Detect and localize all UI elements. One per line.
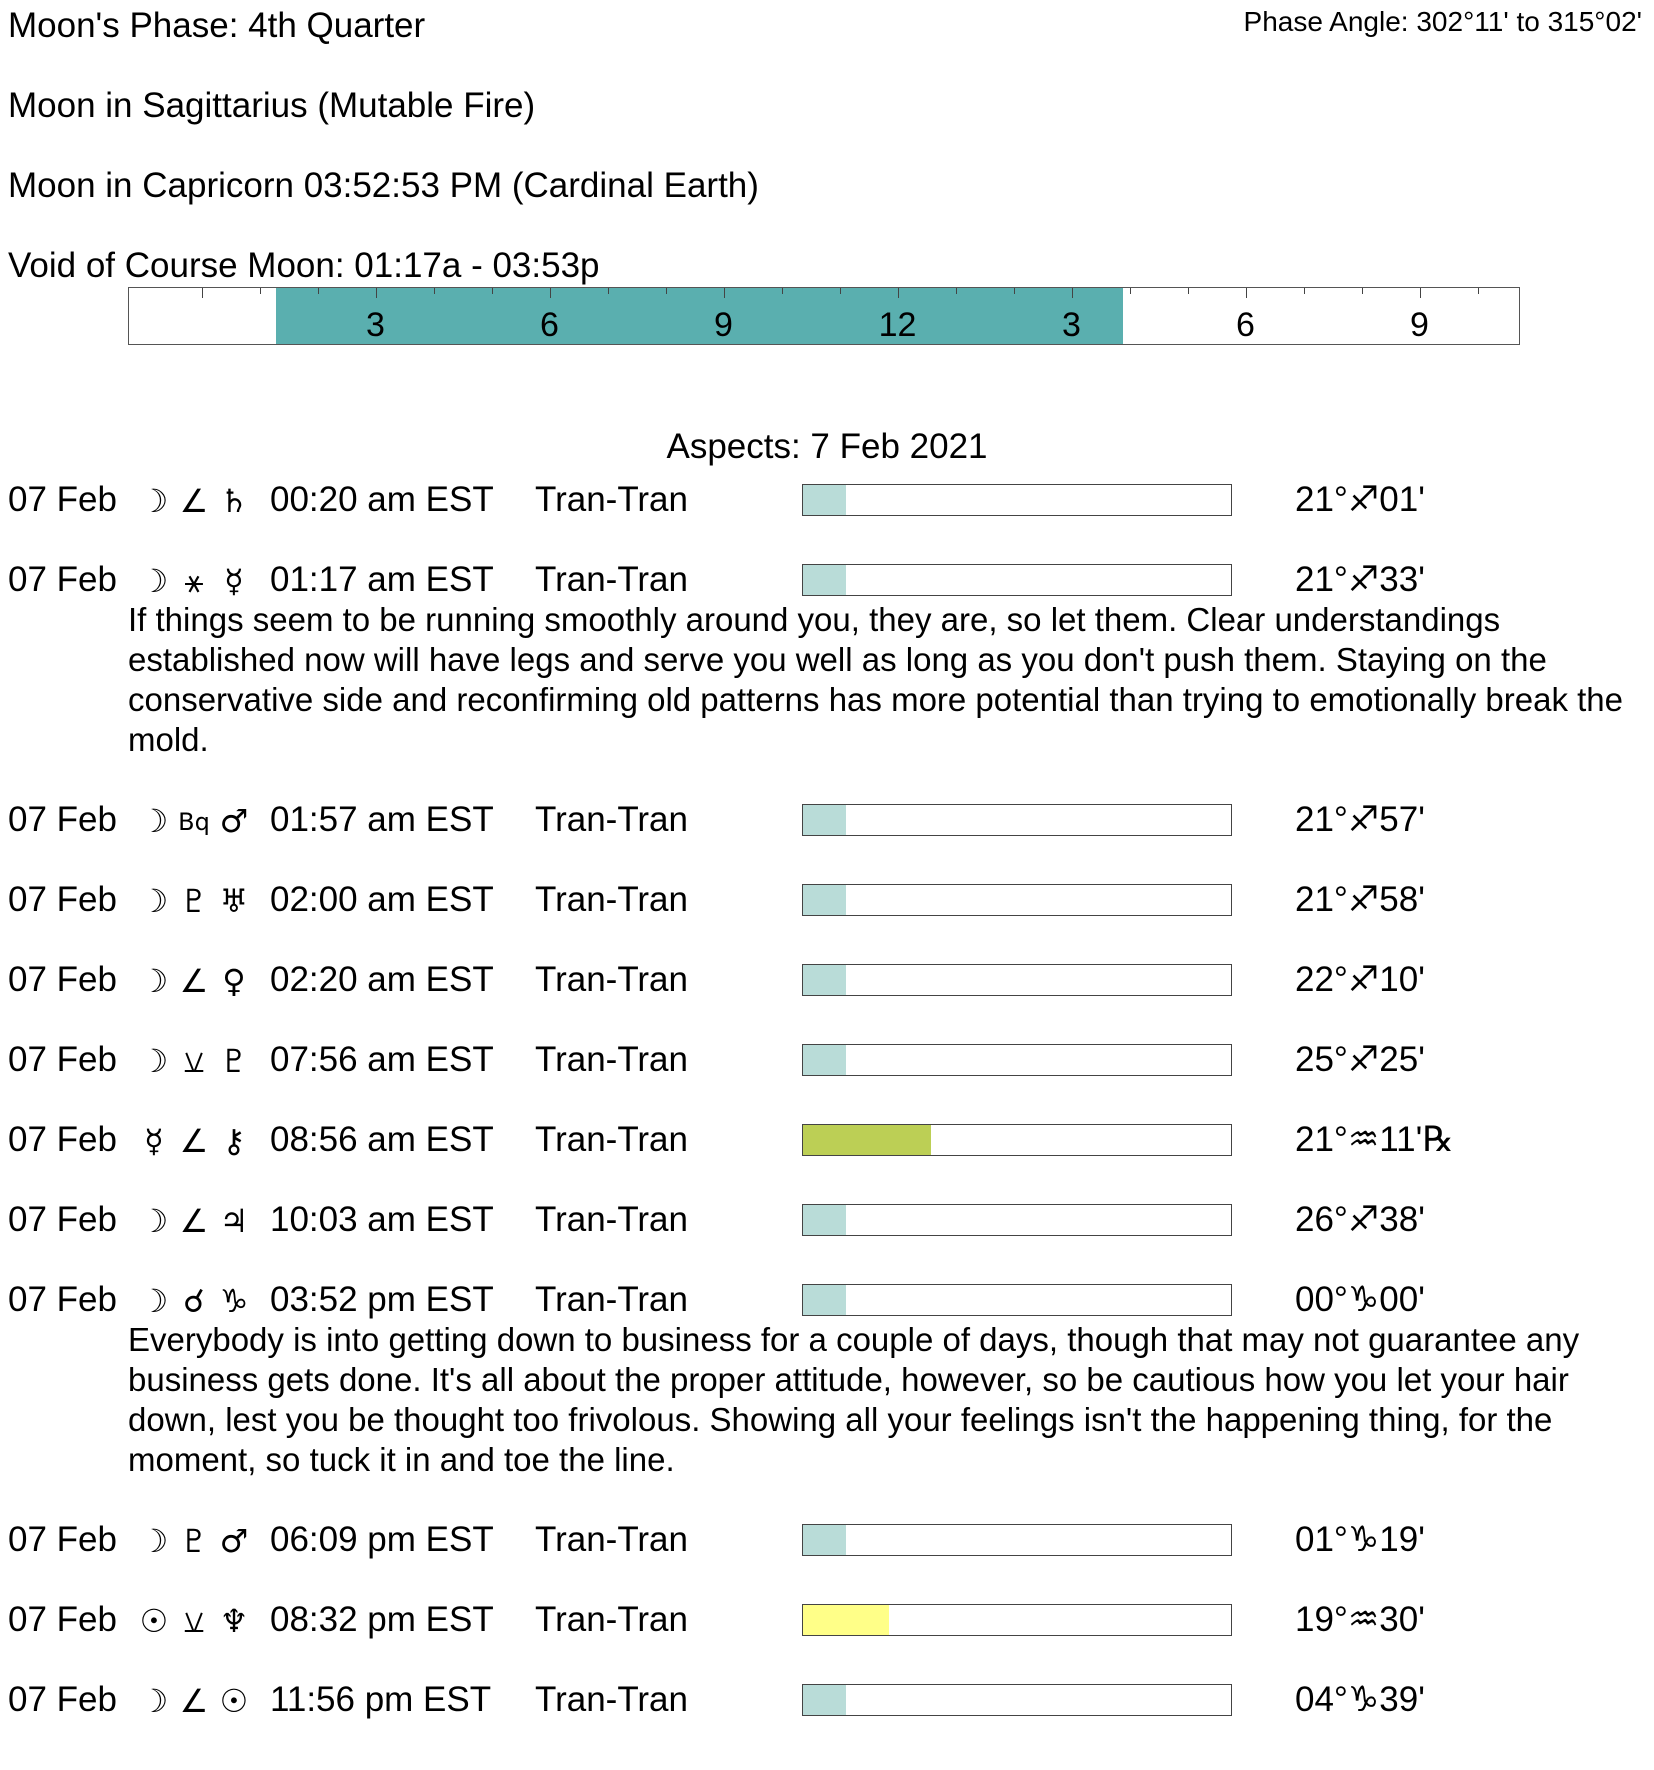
aspect-strength-fill xyxy=(803,805,846,835)
aspect-time: 01:57 am EST xyxy=(270,800,494,839)
timeline-tick xyxy=(492,288,493,294)
aspect-date: 07 Feb xyxy=(8,480,117,519)
aspect-strength-bar xyxy=(802,804,1232,836)
aspect-time: 01:17 am EST xyxy=(270,560,494,599)
aspect-strength-bar xyxy=(802,1124,1232,1156)
aspect-time: 07:56 am EST xyxy=(270,1040,494,1079)
planet-1-glyph: ☽ xyxy=(139,1202,169,1240)
aspect-date: 07 Feb xyxy=(8,560,117,599)
timeline-hour-label: 6 xyxy=(1236,306,1255,344)
aspect-row xyxy=(0,1680,1654,1724)
aspect-row xyxy=(0,560,1654,604)
planet-2-glyph: ♂ xyxy=(219,802,249,840)
aspect-type: Tran-Tran xyxy=(535,880,688,919)
aspect-time: 11:56 pm EST xyxy=(270,1680,492,1719)
aspect-row xyxy=(0,800,1654,844)
aspect-time: 06:09 pm EST xyxy=(270,1520,494,1559)
aspect-row xyxy=(0,1040,1654,1084)
moon-sign-current: Moon in Sagittarius (Mutable Fire) xyxy=(8,86,536,125)
timeline-hour-label: 9 xyxy=(714,306,733,344)
aspect-strength-fill xyxy=(803,565,846,595)
aspect-date: 07 Feb xyxy=(8,1280,117,1319)
timeline-tick xyxy=(1188,288,1189,294)
aspect-interpretation: Everybody is into getting down to business for a couple of days, though that may not guarantee any business gets done. It's all about the proper attitude, however, so be cautious how you let your hair down, lest you be thought too frivolous. Showing all your feelings isn't the happening thing, for the moment, so tuck it in and toe the line. xyxy=(128,1321,1580,1478)
aspect-row xyxy=(0,1280,1654,1324)
aspect-strength-fill xyxy=(803,1125,931,1155)
aspect-date: 07 Feb xyxy=(8,800,117,839)
aspect-glyph: ☌ xyxy=(183,1282,205,1320)
void-of-course-timeline xyxy=(128,287,1520,345)
aspect-strength-bar xyxy=(802,1044,1232,1076)
timeline-tick xyxy=(1478,288,1479,294)
aspect-strength-bar xyxy=(802,1284,1232,1316)
aspect-glyph: ♇ xyxy=(179,882,209,920)
planet-2-glyph: ♆ xyxy=(219,1602,249,1640)
timeline-tick xyxy=(202,288,203,298)
aspect-type: Tran-Tran xyxy=(535,960,688,999)
planet-1-glyph: ☽ xyxy=(139,882,169,920)
aspect-strength-fill xyxy=(803,1045,846,1075)
aspect-glyph: ⚺ xyxy=(183,1042,205,1080)
planet-1-glyph: ☽ xyxy=(139,482,169,520)
aspect-position: 21°♐58' xyxy=(1295,880,1425,919)
aspect-type: Tran-Tran xyxy=(535,1120,688,1159)
aspect-strength-fill xyxy=(803,485,846,515)
aspect-type: Tran-Tran xyxy=(535,1280,688,1319)
aspect-row xyxy=(0,480,1654,524)
aspect-time: 10:03 am EST xyxy=(270,1200,494,1239)
planet-1-glyph: ☽ xyxy=(139,562,169,600)
aspect-position: 21°♒11'℞ xyxy=(1295,1120,1454,1159)
planet-1-glyph: ☽ xyxy=(139,1682,169,1720)
aspect-glyph: ∠ xyxy=(179,1202,209,1240)
aspect-date: 07 Feb xyxy=(8,880,117,919)
aspect-time: 08:32 pm EST xyxy=(270,1600,494,1639)
aspect-time: 02:20 am EST xyxy=(270,960,494,999)
aspect-glyph: ∠ xyxy=(179,1682,209,1720)
planet-2-glyph: ♇ xyxy=(219,1042,249,1080)
aspect-time: 03:52 pm EST xyxy=(270,1280,494,1319)
planet-2-glyph: ♀ xyxy=(222,962,246,1000)
aspect-strength-bar xyxy=(802,1204,1232,1236)
timeline-tick xyxy=(260,288,261,294)
timeline-tick xyxy=(1072,288,1073,298)
aspect-interpretation: If things seem to be running smoothly around you, they are, so let them. Clear understandings established now will have legs and serve you well as long as you don't push them. Staying on the conservative side and reconfirming old patterns has more potential than trying to emotionally break the mold. xyxy=(128,601,1623,758)
aspect-glyph: ∠ xyxy=(179,1122,209,1160)
planet-2-glyph: ♂ xyxy=(219,1522,249,1560)
timeline-tick xyxy=(782,288,783,294)
planet-1-glyph: ☽ xyxy=(139,1522,169,1560)
timeline-tick xyxy=(318,288,319,294)
void-of-course-fill xyxy=(276,288,1123,344)
aspect-row xyxy=(0,880,1654,924)
timeline-tick xyxy=(724,288,725,298)
aspect-strength-fill xyxy=(803,1605,889,1635)
aspect-time: 08:56 am EST xyxy=(270,1120,494,1159)
aspect-glyph: ⚺ xyxy=(183,1602,205,1640)
aspect-type: Tran-Tran xyxy=(535,1680,688,1719)
timeline-tick xyxy=(1130,288,1131,294)
aspect-position: 22°♐10' xyxy=(1295,960,1425,999)
timeline-hour-label: 3 xyxy=(366,306,385,344)
aspect-position: 00°♑00' xyxy=(1295,1280,1425,1319)
timeline-tick xyxy=(1304,288,1305,294)
timeline-tick xyxy=(608,288,609,294)
aspect-position: 21°♐01' xyxy=(1295,480,1425,519)
planet-1-glyph: ☽ xyxy=(139,802,169,840)
aspect-position: 25°♐25' xyxy=(1295,1040,1425,1079)
timeline-tick xyxy=(550,288,551,298)
aspect-row xyxy=(0,1200,1654,1244)
aspect-strength-fill xyxy=(803,1525,846,1555)
planet-2-glyph: ♄ xyxy=(219,482,249,520)
planet-2-glyph: ☉ xyxy=(219,1682,249,1720)
aspect-time: 02:00 am EST xyxy=(270,880,494,919)
aspect-strength-fill xyxy=(803,1685,846,1715)
aspect-position: 19°♒30' xyxy=(1295,1600,1425,1639)
aspect-glyph: ∠ xyxy=(179,962,209,1000)
aspect-type: Tran-Tran xyxy=(535,1600,688,1639)
moon-phase: Moon's Phase: 4th Quarter xyxy=(8,6,426,45)
aspect-strength-bar xyxy=(802,564,1232,596)
aspect-strength-fill xyxy=(803,965,846,995)
aspect-position: 21°♐33' xyxy=(1295,560,1425,599)
planet-1-glyph: ☽ xyxy=(139,1042,169,1080)
aspect-glyph: ♇ xyxy=(179,1522,209,1560)
planet-2-glyph: ♅ xyxy=(219,882,249,920)
aspect-position: 26°♐38' xyxy=(1295,1200,1425,1239)
timeline-tick xyxy=(1362,288,1363,294)
aspect-strength-bar xyxy=(802,1604,1232,1636)
timeline-tick xyxy=(1420,288,1421,298)
planet-2-glyph: ♃ xyxy=(219,1202,249,1240)
aspect-strength-bar xyxy=(802,1524,1232,1556)
aspect-position: 04°♑39' xyxy=(1295,1680,1425,1719)
aspect-strength-bar xyxy=(802,964,1232,996)
aspect-date: 07 Feb xyxy=(8,1120,117,1159)
timeline-hour-label: 9 xyxy=(1410,306,1429,344)
aspect-strength-fill xyxy=(803,1205,846,1235)
timeline-tick xyxy=(434,288,435,294)
timeline-hour-label: 3 xyxy=(1062,306,1081,344)
aspect-row xyxy=(0,1600,1654,1644)
aspect-date: 07 Feb xyxy=(8,1520,117,1559)
void-of-course-label: Void of Course Moon: 01:17a - 03:53p xyxy=(8,246,600,285)
aspect-type: Tran-Tran xyxy=(535,800,688,839)
timeline-tick xyxy=(1014,288,1015,294)
aspect-row xyxy=(0,1520,1654,1564)
planet-2-glyph: ♑ xyxy=(219,1282,249,1320)
planet-1-glyph: ☿ xyxy=(144,1122,164,1160)
aspect-position: 21°♐57' xyxy=(1295,800,1425,839)
aspect-type: Tran-Tran xyxy=(535,560,688,599)
aspect-strength-fill xyxy=(803,1285,846,1315)
aspect-position: 01°♑19' xyxy=(1295,1520,1425,1559)
aspect-date: 07 Feb xyxy=(8,1600,117,1639)
aspect-strength-bar xyxy=(802,484,1232,516)
aspect-row xyxy=(0,1120,1654,1164)
aspect-type: Tran-Tran xyxy=(535,480,688,519)
aspect-date: 07 Feb xyxy=(8,1680,117,1719)
planet-2-glyph: ⚷ xyxy=(222,1122,246,1160)
phase-angle: Phase Angle: 302°11' to 315°02' xyxy=(1243,6,1642,37)
planet-1-glyph: ☽ xyxy=(139,1282,169,1320)
aspect-type: Tran-Tran xyxy=(535,1520,688,1559)
timeline-hour-label: 6 xyxy=(540,306,559,344)
aspects-title: Aspects: 7 Feb 2021 xyxy=(666,427,988,466)
aspect-strength-bar xyxy=(802,884,1232,916)
timeline-tick xyxy=(898,288,899,298)
aspect-glyph: ⚹ xyxy=(184,562,204,600)
timeline-tick xyxy=(840,288,841,294)
aspect-strength-fill xyxy=(803,885,846,915)
timeline-hour-label: 12 xyxy=(878,306,917,344)
aspect-glyph: Bq xyxy=(178,808,210,836)
aspect-date: 07 Feb xyxy=(8,1040,117,1079)
timeline-tick xyxy=(666,288,667,294)
aspect-strength-bar xyxy=(802,1684,1232,1716)
planet-1-glyph: ☉ xyxy=(139,1602,169,1640)
planet-2-glyph: ☿ xyxy=(224,562,244,600)
timeline-tick xyxy=(376,288,377,298)
aspect-glyph: ∠ xyxy=(179,482,209,520)
aspect-date: 07 Feb xyxy=(8,1200,117,1239)
aspect-time: 00:20 am EST xyxy=(270,480,494,519)
aspect-type: Tran-Tran xyxy=(535,1040,688,1079)
moon-sign-ingress: Moon in Capricorn 03:52:53 PM (Cardinal Earth) xyxy=(8,166,759,205)
aspect-row xyxy=(0,960,1654,1004)
aspect-type: Tran-Tran xyxy=(535,1200,688,1239)
aspect-date: 07 Feb xyxy=(8,960,117,999)
timeline-tick xyxy=(1246,288,1247,298)
planet-1-glyph: ☽ xyxy=(139,962,169,1000)
timeline-tick xyxy=(956,288,957,294)
